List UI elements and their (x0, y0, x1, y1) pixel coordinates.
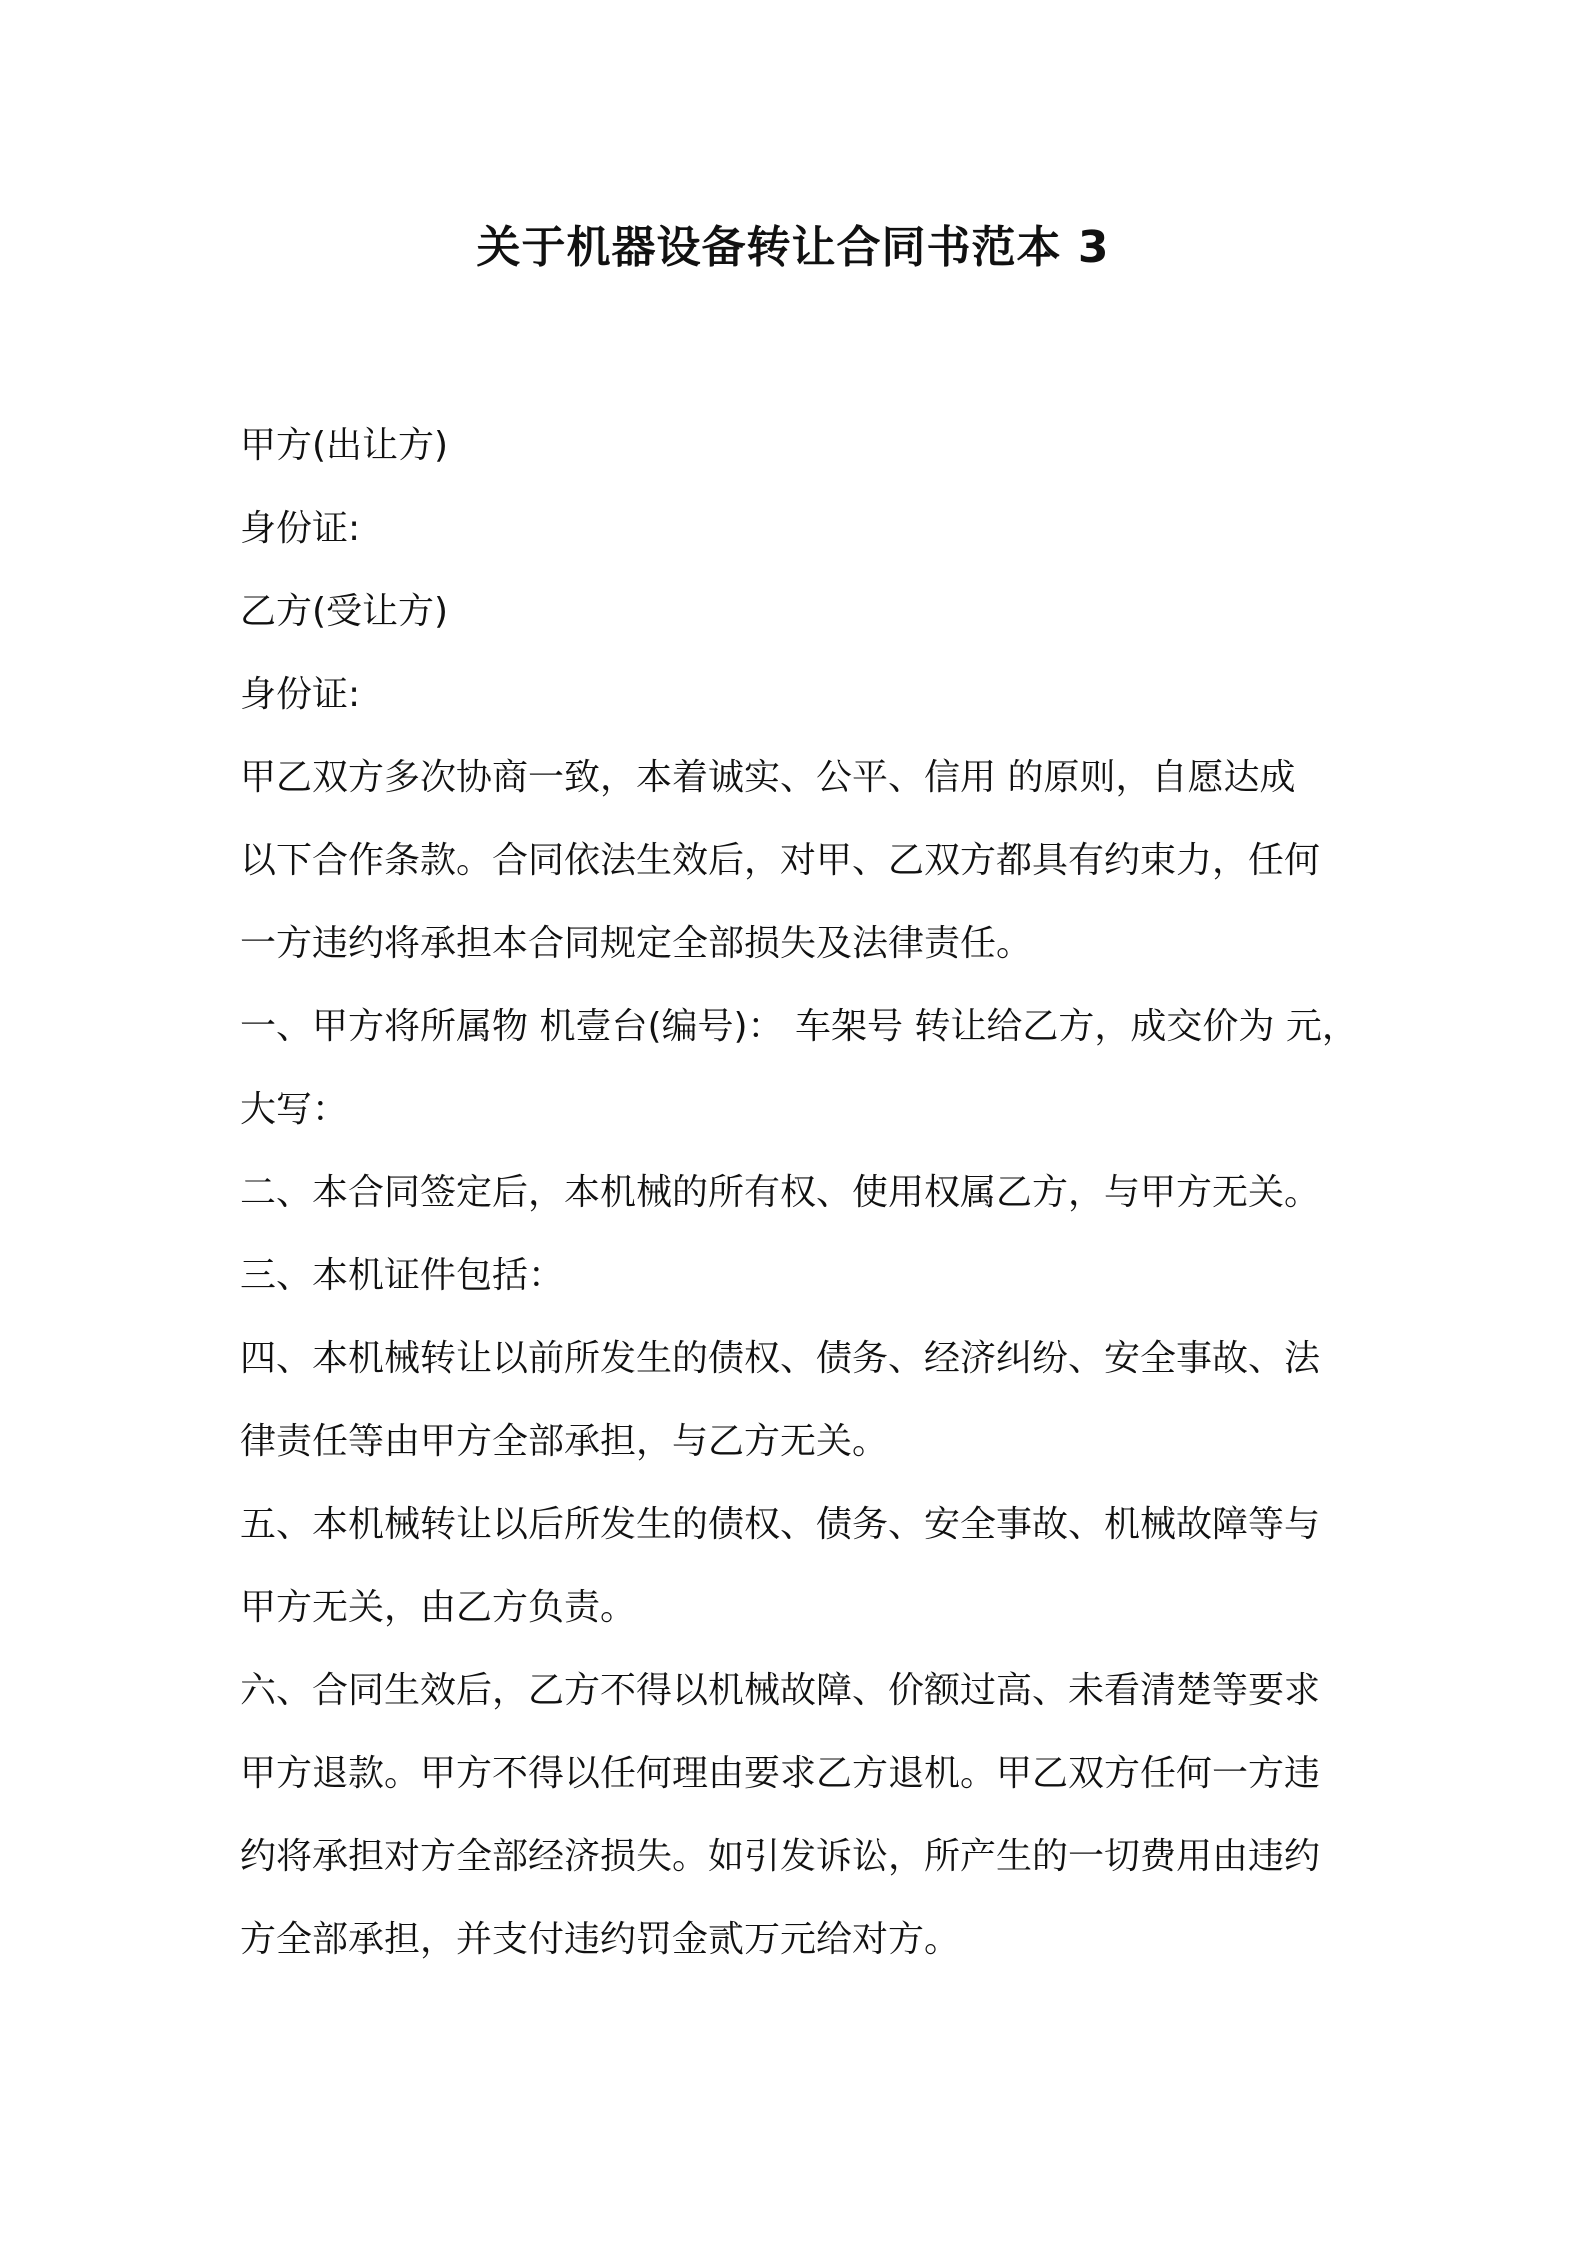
clause-6-line: 约将承担对方全部经济损失。如引发诉讼，所产生的一切费用由违约 (240, 1836, 1321, 1877)
clause-6-line: 甲方退款。甲方不得以任何理由要求乙方退机。甲乙双方任何一方违 (240, 1753, 1321, 1794)
party-b-id-label: 身份证: (240, 674, 361, 715)
clause-5-line: 五、本机械转让以后所发生的债权、债务、安全事故、机械故障等与 (240, 1504, 1321, 1545)
document-title: 关于机器设备转让合同书范本 3 (476, 222, 1110, 273)
clause-4-line: 四、本机械转让以前所发生的债权、债务、经济纠纷、安全事故、法 (240, 1338, 1321, 1379)
party-b-label: 乙方(受让方) (240, 591, 449, 632)
clause-3-line: 三、本机证件包括： (240, 1255, 565, 1296)
party-a-label: 甲方(出让方) (240, 425, 449, 466)
preamble-line: 以下合作条款。合同依法生效后，对甲、乙双方都具有约束力，任何 (240, 840, 1321, 881)
preamble-line: 甲乙双方多次协商一致，本着诚实、公平、信用 的原则，自愿达成 (240, 757, 1296, 798)
clause-6-line: 方全部承担，并支付违约罚金贰万元给对方。 (240, 1919, 961, 1960)
clause-1-line: 大写： (240, 1089, 349, 1130)
clause-5-line: 甲方无关，由乙方负责。 (240, 1587, 637, 1628)
clause-4-line: 律责任等由甲方全部承担，与乙方无关。 (240, 1421, 889, 1462)
preamble-line: 一方违约将承担本合同规定全部损失及法律责任。 (240, 923, 1033, 964)
party-a-id-label: 身份证: (240, 508, 361, 549)
clause-6-line: 六、合同生效后，乙方不得以机械故障、价额过高、未看清楚等要求 (240, 1670, 1321, 1711)
document-body (240, 404, 1360, 1981)
clause-1-line: 一、甲方将所属物 机壹台(编号)： 车架号 转让给乙方，成交价为 元， (240, 1006, 1358, 1047)
clause-2-line: 二、本合同签定后，本机械的所有权、使用权属乙方，与甲方无关。 (240, 1172, 1321, 1213)
